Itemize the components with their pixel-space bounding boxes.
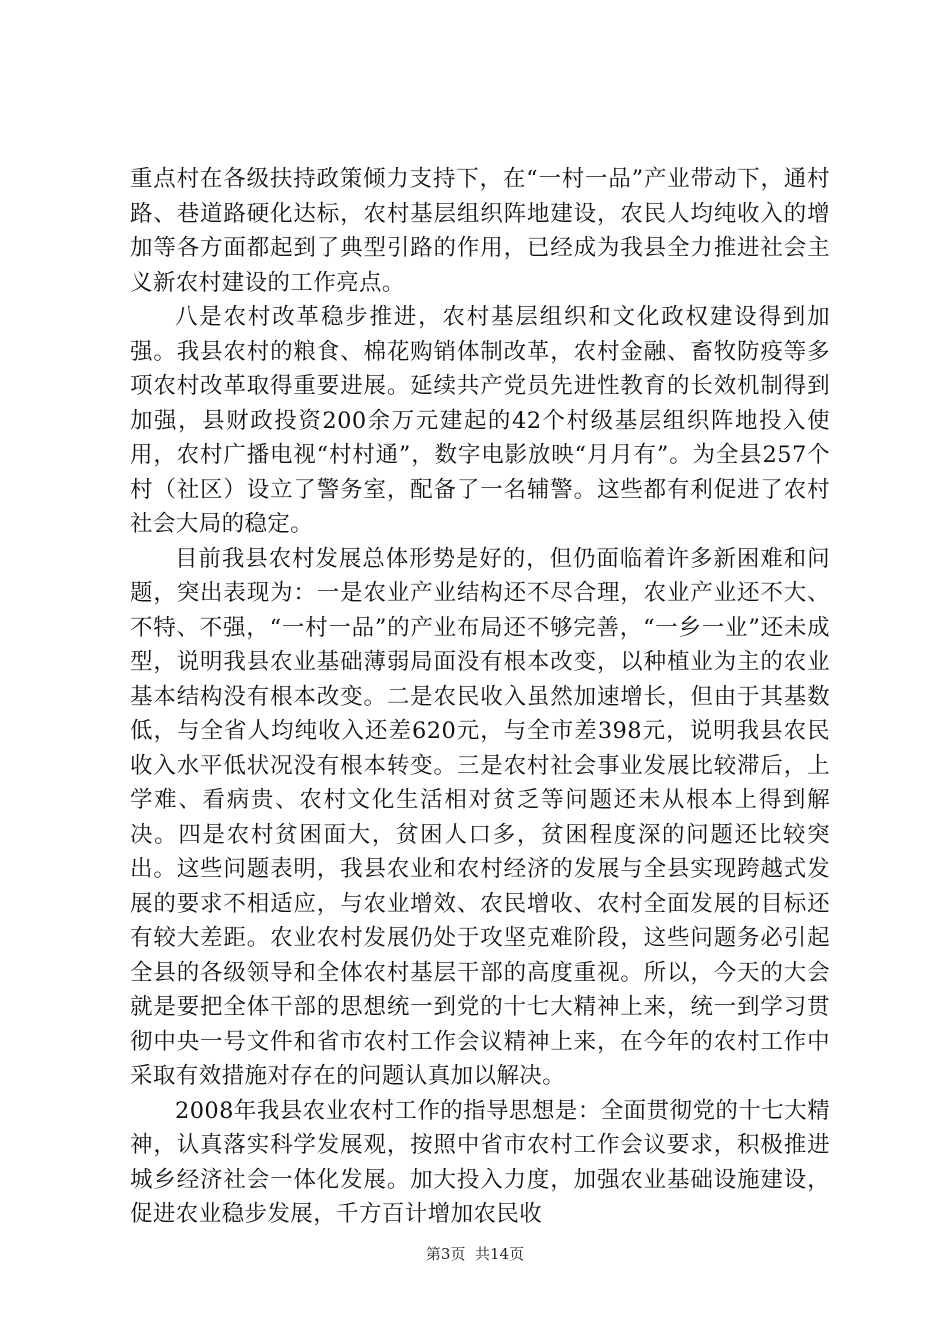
body-text (130, 162, 830, 1232)
paragraph-2: 八是农村改革稳步推进，农村基层组织和文化政权建设得到加强。我县农村的粮食、棉花购销体制改革，农村金融、畜牧防疫等多项农村改革取得重要进展。延续共产党员先进性教育的长效机制得到加强，县财政投资200余万元建起的42个村级基层组织阵地投入使用，农村广播电视“村村通”，数字电影放映“月月有”。为全县257个村（社区）设立了警务室，配备了一名辅警。这些都有利促进了农村社会大局的稳定。 (130, 304, 830, 537)
paragraph-4: 2008年我县农业农村工作的指导思想是：全面贯彻党的十七大精神，认真落实科学发展观，按照中省市农村工作会议要求，积极推进城乡经济社会一体化发展。加大投入力度，加强农业基础设施建设，促进农业稳步发展，千方百计增加农民收 (130, 1097, 830, 1227)
page-footer: 第3页 共14页 (425, 1245, 525, 1263)
paragraph-3: 目前我县农村发展总体形势是好的，但仍面临着许多新困难和问题，突出表现为：一是农业产业结构还不尽合理，农业产业还不大、不特、不强，“一村一品”的产业布局还不够完善，“一乡一业”还未成型，说明我县农业基础薄弱局面没有根本改变，以种植业为主的农业基本结构没有根本改变。二是农民收入虽然加速增长，但由于其基数低，与全省人均纯收入还差620元，与全市差398元，说明我县农民收入水平低状况没有根本转变。三是农村社会事业发展比较滞后，上学难、看病贵、农村文化生活相对贫乏等问题还未从根本上得到解决。四是农村贫困面大，贫困人口多，贫困程度深的问题还比较突出。这些问题表明，我县农业和农村经济的发展与全县实现跨越式发展的要求不相适应，与农业增效、农民增收、农村全面发展的目标还有较大差距。农业农村发展仍处于攻坚克难阶段，这些问题务必引起全县的各级领导和全体农村基层干部的高度重视。所以，今天的大会就是要把全体干部的思想统一到党的十七大精神上来，统一到学习贯彻中央一号文件和省市农村工作会议精神上来，在今年的农村工作中采取有效措施对存在的问题认真加以解决。 (130, 545, 830, 1089)
paragraph-1: 重点村在各级扶持政策倾力支持下，在“一村一品”产业带动下，通村路、巷道路硬化达标，农村基层组织阵地建设，农民人均纯收入的增加等各方面都起到了典型引路的作用，已经成为我县全力推进社会主义新农村建设的工作亮点。 (130, 166, 830, 296)
